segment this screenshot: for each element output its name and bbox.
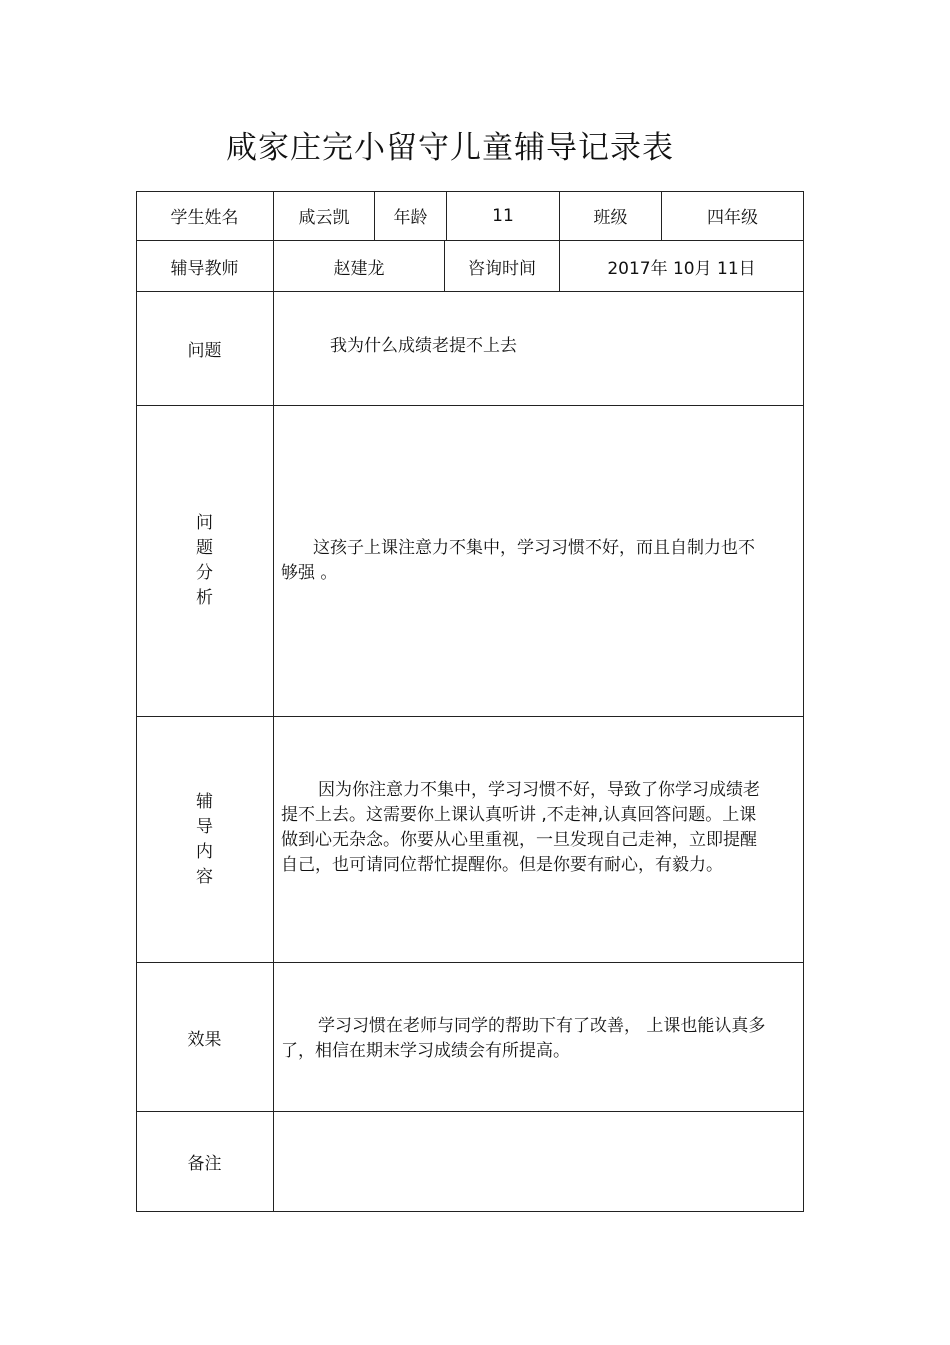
analysis-label (136, 406, 273, 716)
consult-time-value: 2017年 10月 11日 (607, 258, 756, 279)
analysis-label-char: 问 (196, 513, 213, 533)
guidance-label-char: 导 (196, 816, 213, 837)
label-column-divider (273, 191, 274, 1212)
remarks-label: 备注 (187, 1154, 222, 1174)
guidance-label-char: 辅 (196, 791, 213, 812)
teacher-label: 辅导教师 (170, 258, 239, 279)
student-name-value: 咸云凯 (298, 208, 350, 228)
teacher-value: 赵建龙 (333, 258, 385, 279)
age-value: 11 (492, 205, 514, 226)
table-border-bottom (136, 1211, 804, 1212)
guidance-label-char: 容 (196, 866, 213, 887)
analysis-label-char: 析 (196, 588, 213, 608)
analysis-label-char: 分 (196, 563, 213, 583)
analysis-text: 这孩子上课注意力不集中，学习习惯不好，而且自制力也不够强 。 (281, 538, 755, 583)
age-label: 年龄 (393, 208, 428, 228)
guidance-text: 因为你注意力不集中，学习习惯不好，导致了你学习成绩老提不上去。这需要你上课认真听讲 ,不走神,认真回答问题。上课做到心无杂念。你要从心里重视，一旦发现自己走神，立即提醒自己，也可请同位帮忙提醒你。但是你要有耐心，有毅力。 (281, 780, 760, 875)
class-value: 四年级 (707, 208, 758, 228)
analysis-label-char: 题 (196, 538, 213, 558)
problem-label: 问题 (187, 341, 222, 361)
student-name-label: 学生姓名 (170, 208, 239, 228)
problem-text: 我为什么成绩老提不上去 (330, 336, 517, 356)
remarks-field (274, 1112, 803, 1211)
class-label: 班级 (593, 208, 628, 228)
record-table (136, 191, 804, 1212)
guidance-label-char: 内 (196, 841, 213, 862)
table-border-right (803, 191, 804, 1212)
page-title: 咸家庄完小留守儿童辅导记录表 (226, 130, 674, 166)
effect-text: 学习习惯在老师与同学的帮助下有了改善， 上课也能认真多了，相信在期末学习成绩会有所提高。 (281, 1016, 766, 1061)
effect-label: 效果 (187, 1029, 222, 1050)
guidance-label (136, 717, 273, 962)
consult-time-label: 咨询时间 (468, 258, 536, 279)
